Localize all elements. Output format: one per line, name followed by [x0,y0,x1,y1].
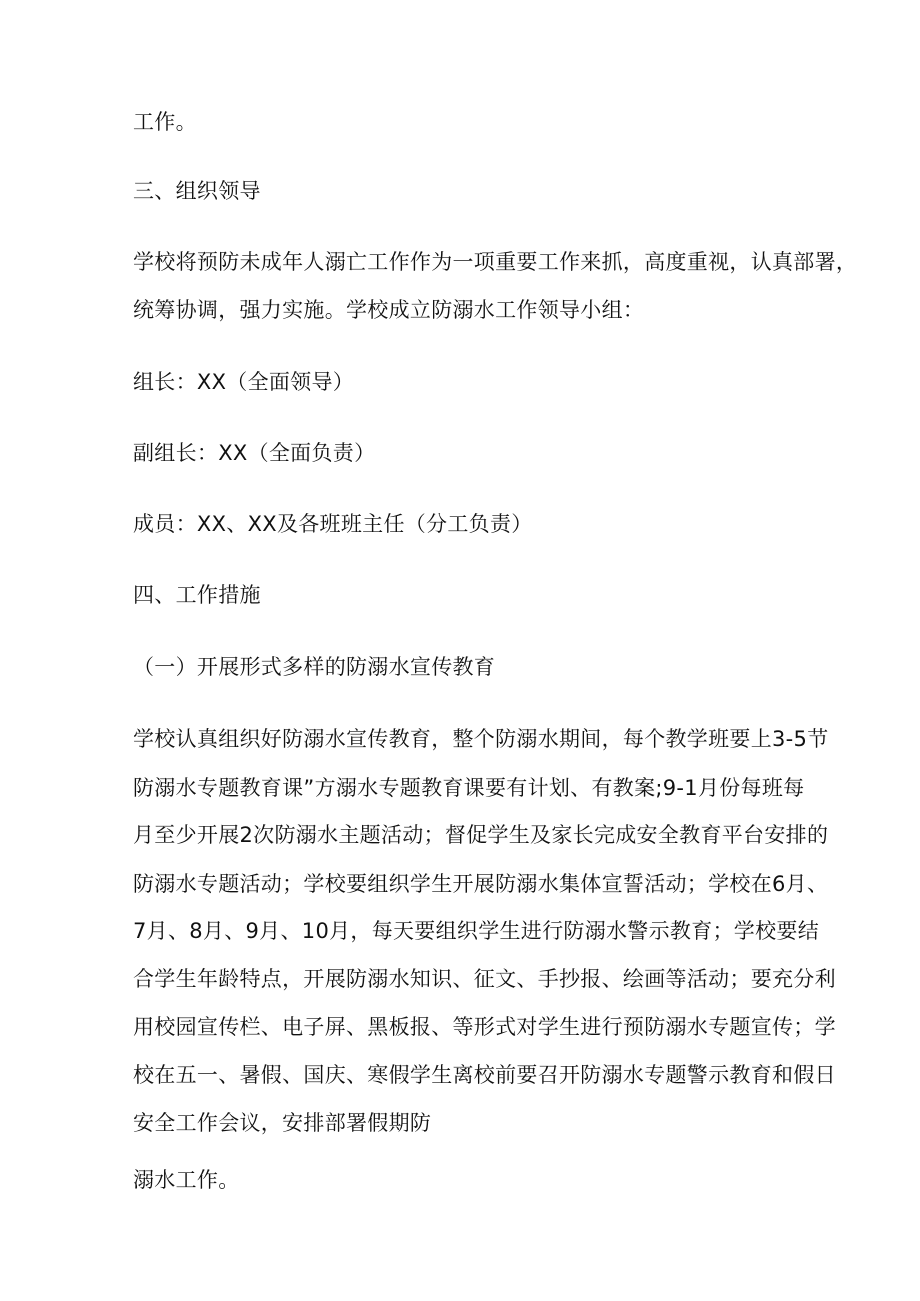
text-line: 工作。 [133,110,197,134]
text-line: 学校认真组织好防溺水宣传教育，整个防溺水期间，每个教学班要上3-5节 [133,727,829,751]
text-line: 溺水工作。 [133,1168,240,1192]
text-line: 用校园宣传栏、电子屏、黑板报、等形式对学生进行预防溺水专题宣传；学 [133,1015,836,1039]
text-line: 学校将预防未成年人溺亡工作作为一项重要工作来抓，高度重视，认真部署， [133,250,858,274]
text-line: 合学生年龄特点，开展防溺水知识、征文、手抄报、绘画等活动；要充分利 [133,967,836,991]
text-line: 防溺水专题教育课”方溺水专题教育课要有计划、有教案;9-1月份每班每 [133,776,805,800]
text-line: 7月、8月、9月、10月，每天要组织学生进行防溺水警示教育；学校要结 [133,919,820,943]
text-line: 组长：XX（全面领导） [133,370,355,394]
text-line: 校在五一、暑假、国庆、寒假学生离校前要召开防溺水专题警示教育和假日 [133,1063,836,1087]
subsection-heading: （一）开展形式多样的防溺水宣传教育 [133,655,496,679]
section-heading: 四、工作措施 [133,583,261,607]
text-line: 安全工作会议，安排部署假期防 [133,1111,432,1135]
text-line: 副组长：XX（全面负责） [133,441,376,465]
text-line: 防溺水专题活动；学校要组织学生开展防溺水集体宣誓活动；学校在6月、 [133,872,829,896]
text-line: 成员：XX、XX及各班班主任（分工负责） [133,512,533,536]
text-line: 月至少开展2次防溺水主题活动；督促学生及家长完成安全教育平台安排的 [133,823,829,847]
text-line: 统筹协调，强力实施。学校成立防溺水工作领导小组： [133,298,645,322]
section-heading: 三、组织领导 [133,179,261,203]
